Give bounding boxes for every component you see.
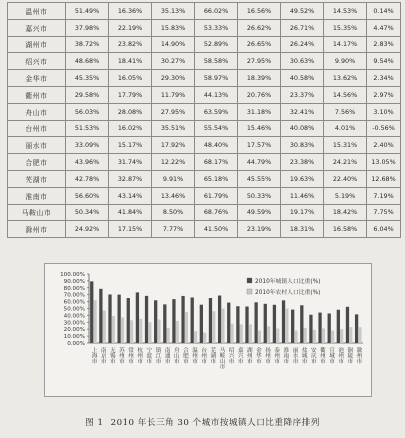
table-cell-value: 4.01% xyxy=(324,120,367,137)
table-cell-value: 31.18% xyxy=(238,103,281,120)
table-cell-value: 2.83% xyxy=(367,36,401,53)
table-cell-value: 22.40% xyxy=(324,170,367,187)
bar-urban xyxy=(108,294,111,343)
bar-rural xyxy=(194,331,197,343)
table-row xyxy=(8,70,401,87)
table-cell-value: 51.53% xyxy=(66,120,109,137)
x-tick-label: 盐城市 xyxy=(300,347,307,364)
y-tick-label: 50.00% xyxy=(63,306,85,313)
bar-rural xyxy=(230,324,233,343)
x-tick-label: 安庆市 xyxy=(309,347,316,364)
table-cell-value: 15.17% xyxy=(109,137,152,154)
legend-label: 2010年城镇人口比重(%) xyxy=(255,279,321,285)
table-cell-value: 15.46% xyxy=(238,120,281,137)
table-cell-value: 18.31% xyxy=(281,221,324,238)
table-cell-value: 23.19% xyxy=(238,221,281,238)
bar-urban xyxy=(227,303,230,343)
bar-rural xyxy=(349,327,352,343)
bar-rural xyxy=(139,319,142,343)
table-cell-value: 58.58% xyxy=(195,53,238,70)
bar-urban xyxy=(309,315,312,343)
table-row xyxy=(8,86,401,103)
table-cell-city: 嘉兴市 xyxy=(8,19,66,36)
table-cell-value: 48.68% xyxy=(66,53,109,70)
bar-rural xyxy=(331,331,334,343)
y-tick-label: 40.00% xyxy=(63,313,85,320)
table-cell-value: 16.36% xyxy=(109,3,152,20)
table-cell-value: 11.79% xyxy=(152,86,195,103)
y-tick-label: 80.00% xyxy=(63,285,85,292)
table-cell-value: 22.19% xyxy=(109,19,152,36)
table-cell-value: 17.57% xyxy=(238,137,281,154)
bar-rural xyxy=(322,329,325,343)
legend-swatch xyxy=(247,278,252,283)
table-cell-value: 17.79% xyxy=(109,86,152,103)
bar-urban xyxy=(291,310,294,343)
x-tick-label: 无锡市 xyxy=(108,347,115,364)
bar-rural xyxy=(166,328,169,343)
bar-urban xyxy=(264,304,267,343)
table-cell-value: 8.50% xyxy=(152,204,195,221)
table-cell-value: 24.92% xyxy=(66,221,109,238)
table-cell-value: 32.87% xyxy=(109,170,152,187)
bar-urban xyxy=(273,305,276,343)
legend-label: 2010年农村人口比重(%) xyxy=(255,290,321,296)
table-cell-value: 17.92% xyxy=(152,137,195,154)
table-cell-value: 11.46% xyxy=(281,187,324,204)
table-cell-value: 28.08% xyxy=(109,103,152,120)
table-cell-value: 55.54% xyxy=(195,120,238,137)
bar-rural xyxy=(303,328,306,343)
x-tick-label: 镇江市 xyxy=(154,347,161,364)
table-row xyxy=(8,3,401,20)
bar-rural xyxy=(276,329,279,343)
table-row xyxy=(8,154,401,171)
table-cell-value: 30.63% xyxy=(281,53,324,70)
x-tick-label: 上海市 xyxy=(90,347,97,364)
x-tick-label: 丽水市 xyxy=(291,347,298,364)
table-cell-value: 4.47% xyxy=(367,19,401,36)
bar-chart-figure xyxy=(44,263,372,397)
x-tick-label: 铜陵市 xyxy=(346,347,353,364)
table-cell-value: 63.59% xyxy=(195,103,238,120)
table-cell-value: 26.65% xyxy=(238,36,281,53)
table-cell-value: 51.49% xyxy=(66,3,109,20)
y-tick-label: 60.00% xyxy=(63,299,85,306)
table-cell-value: 12.68% xyxy=(367,170,401,187)
table-cell-city: 芜湖市 xyxy=(8,170,66,187)
table-row xyxy=(8,19,401,36)
table-cell-value: 15.35% xyxy=(324,19,367,36)
x-tick-label: 衢州市 xyxy=(318,347,325,364)
table-cell-value: 26.24% xyxy=(281,36,324,53)
table-cell-value: 26.71% xyxy=(281,19,324,36)
bar-urban xyxy=(145,296,148,343)
table-cell-value: 50.34% xyxy=(66,204,109,221)
bar-rural xyxy=(240,324,243,343)
table-cell-value: 43.14% xyxy=(109,187,152,204)
table-cell-value: 40.08% xyxy=(281,120,324,137)
table-cell-value: 37.98% xyxy=(66,19,109,36)
table-cell-value: 48.40% xyxy=(195,137,238,154)
table-cell-value: 66.02% xyxy=(195,3,238,20)
bar-rural xyxy=(267,326,270,343)
table-cell-value: 24.21% xyxy=(324,154,367,171)
bar-rural xyxy=(340,329,343,343)
bar-urban xyxy=(254,302,257,343)
table-cell-value: 16.56% xyxy=(238,3,281,20)
table-row xyxy=(8,120,401,137)
bar-urban xyxy=(154,300,157,343)
table-cell-value: 23.38% xyxy=(281,154,324,171)
bar-urban xyxy=(191,297,194,343)
table-cell-value: 31.74% xyxy=(109,154,152,171)
table-cell-value: 2.97% xyxy=(367,86,401,103)
bar-urban xyxy=(337,310,340,343)
table-cell-value: 56.03% xyxy=(66,103,109,120)
table-cell-value: 43.96% xyxy=(66,154,109,171)
table-cell-city: 湖州市 xyxy=(8,36,66,53)
bar-urban xyxy=(90,281,93,343)
table-cell-city: 马鞍山市 xyxy=(8,204,66,221)
table-cell-value: 68.17% xyxy=(195,154,238,171)
x-tick-label: 舟山市 xyxy=(172,347,179,364)
table-cell-value: 29.30% xyxy=(152,70,195,87)
bar-urban xyxy=(172,299,175,343)
table-cell-value: 7.75% xyxy=(367,204,401,221)
table-cell-value: 17.15% xyxy=(109,221,152,238)
table-cell-value: 6.04% xyxy=(367,221,401,238)
bar-rural xyxy=(294,331,297,343)
y-tick-label: 0.00% xyxy=(67,341,85,347)
bar-urban xyxy=(136,292,139,343)
table-cell-value: 33.09% xyxy=(66,137,109,154)
table-cell-value: 42.78% xyxy=(66,170,109,187)
x-tick-label: 南京市 xyxy=(99,347,106,364)
bar-urban xyxy=(99,289,102,343)
x-tick-label: 台州市 xyxy=(200,347,207,364)
table-cell-value: 7.77% xyxy=(152,221,195,238)
bar-rural xyxy=(157,320,160,343)
bar-rural xyxy=(203,333,206,343)
table-cell-value: 14.17% xyxy=(324,36,367,53)
table-cell-value: 2.40% xyxy=(367,137,401,154)
table-row xyxy=(8,103,401,120)
table-cell-value: 19.17% xyxy=(281,204,324,221)
x-tick-label: 嘉兴市 xyxy=(236,347,243,364)
table-cell-value: 30.83% xyxy=(281,137,324,154)
city-urbanization-table xyxy=(7,2,401,238)
table-cell-city: 舟山市 xyxy=(8,103,66,120)
bar-urban xyxy=(282,300,285,343)
legend-swatch xyxy=(247,289,252,294)
table-cell-value: 35.13% xyxy=(152,3,195,20)
bar-rural xyxy=(148,322,151,343)
bar-urban xyxy=(163,304,166,343)
bar-rural xyxy=(185,312,188,343)
bar-urban xyxy=(346,307,349,343)
table-cell-city: 金华市 xyxy=(8,70,66,87)
table-cell-value: 45.35% xyxy=(66,70,109,87)
x-tick-label: 常州市 xyxy=(127,347,134,364)
bar-urban xyxy=(127,298,130,343)
table-row xyxy=(8,204,401,221)
table-cell-value: 9.54% xyxy=(367,53,401,70)
table-cell-value: 32.41% xyxy=(281,103,324,120)
bar-rural xyxy=(212,311,215,343)
table-cell-value: 14.56% xyxy=(324,86,367,103)
table-cell-value: 18.39% xyxy=(238,70,281,87)
bar-urban xyxy=(318,313,321,343)
x-tick-label: 宣城市 xyxy=(328,347,335,364)
table-cell-value: 23.82% xyxy=(109,36,152,53)
table-cell-value: 15.83% xyxy=(152,19,195,36)
table-row xyxy=(8,187,401,204)
table-cell-value: 14.90% xyxy=(152,36,195,53)
x-tick-label: 苏州市 xyxy=(117,347,124,364)
figure-caption-text: 2010 年长三角 30 个城市按城镇人口比重降序排列 xyxy=(110,418,320,428)
table-cell-value: 16.02% xyxy=(109,120,152,137)
table-cell-value: 68.76% xyxy=(195,204,238,221)
x-tick-label: 滁州市 xyxy=(355,347,362,364)
table-cell-value: 30.27% xyxy=(152,53,195,70)
bar-rural xyxy=(249,324,252,343)
x-tick-label: 绍兴市 xyxy=(227,347,234,364)
bar-urban xyxy=(117,295,120,343)
y-tick-label: 30.00% xyxy=(63,320,85,327)
table-cell-value: 12.22% xyxy=(152,154,195,171)
table-cell-city: 滁州市 xyxy=(8,221,66,238)
table-cell-city: 淮南市 xyxy=(8,187,66,204)
table-cell-value: 52.89% xyxy=(195,36,238,53)
bar-rural xyxy=(112,316,115,343)
table-cell-value: 18.41% xyxy=(109,53,152,70)
table-row xyxy=(8,170,401,187)
figure-caption xyxy=(0,416,405,428)
table-cell-value: 41.84% xyxy=(109,204,152,221)
table-cell-value: 13.05% xyxy=(367,154,401,171)
table-cell-value: 14.53% xyxy=(324,3,367,20)
table-cell-value: 13.62% xyxy=(324,70,367,87)
bar-chart xyxy=(45,264,371,396)
table-cell-value: 38.72% xyxy=(66,36,109,53)
table-cell-value: 44.79% xyxy=(238,154,281,171)
table-cell-value: -0.56% xyxy=(367,120,401,137)
table-cell-city: 台州市 xyxy=(8,120,66,137)
x-tick-label: 池州市 xyxy=(337,347,344,364)
bar-rural xyxy=(103,311,106,343)
x-tick-label: 泰州市 xyxy=(273,347,280,364)
x-tick-label: 扬州市 xyxy=(264,347,271,364)
table-cell-value: 13.46% xyxy=(152,187,195,204)
table-row xyxy=(8,53,401,70)
y-tick-label: 70.00% xyxy=(63,292,85,299)
table-cell-value: 41.50% xyxy=(195,221,238,238)
bar-rural xyxy=(130,320,133,343)
table-cell-value: 16.58% xyxy=(324,221,367,238)
table-row xyxy=(8,137,401,154)
table-cell-city: 衢州市 xyxy=(8,86,66,103)
bar-urban xyxy=(245,306,248,343)
x-tick-label: 湖州市 xyxy=(245,347,252,364)
table-cell-value: 49.52% xyxy=(281,3,324,20)
bar-rural xyxy=(176,321,179,343)
bar-rural xyxy=(285,309,288,344)
bar-urban xyxy=(328,313,331,343)
table-cell-value: 9.90% xyxy=(324,53,367,70)
y-tick-label: 90.00% xyxy=(63,278,85,285)
bar-rural xyxy=(93,300,96,343)
bar-rural xyxy=(313,330,316,343)
table-row xyxy=(8,221,401,238)
table-cell-value: 18.42% xyxy=(324,204,367,221)
table-cell-city: 绍兴市 xyxy=(8,53,66,70)
table-cell-value: 56.60% xyxy=(66,187,109,204)
table-cell-value: 19.63% xyxy=(281,170,324,187)
x-tick-label: 淮南市 xyxy=(282,347,289,364)
table-cell-value: 26.62% xyxy=(238,19,281,36)
bar-rural xyxy=(258,331,261,343)
bar-urban xyxy=(200,305,203,343)
table-cell-value: 53.33% xyxy=(195,19,238,36)
table-cell-value: 35.51% xyxy=(152,120,195,137)
table-cell-value: 29.58% xyxy=(66,86,109,103)
table-cell-value: 40.58% xyxy=(281,70,324,87)
x-tick-label: 芜湖市 xyxy=(209,347,216,364)
bar-rural xyxy=(121,317,124,343)
table-cell-value: 5.19% xyxy=(324,187,367,204)
bar-urban xyxy=(181,296,184,343)
table-cell-city: 合肥市 xyxy=(8,154,66,171)
bar-urban xyxy=(300,305,303,343)
table-cell-value: 61.79% xyxy=(195,187,238,204)
table-cell-value: 15.31% xyxy=(324,137,367,154)
x-tick-label: 金华市 xyxy=(254,347,261,364)
table-cell-value: 58.97% xyxy=(195,70,238,87)
table-cell-city: 丽水市 xyxy=(8,137,66,154)
bar-rural xyxy=(358,327,361,343)
table-cell-value: 49.59% xyxy=(238,204,281,221)
table-cell-value: 44.13% xyxy=(195,86,238,103)
y-tick-label: 20.00% xyxy=(63,327,85,334)
figure-label: 图 1 xyxy=(85,418,104,428)
table-cell-value: 27.95% xyxy=(152,103,195,120)
bar-urban xyxy=(236,306,239,343)
table-cell-value: 20.76% xyxy=(238,86,281,103)
bar-urban xyxy=(355,314,358,343)
table-cell-value: 16.05% xyxy=(109,70,152,87)
table-cell-city: 温州市 xyxy=(8,3,66,20)
table-cell-value: 7.19% xyxy=(367,187,401,204)
table-cell-value: 27.95% xyxy=(238,53,281,70)
bar-rural xyxy=(221,309,224,344)
table-cell-value: 50.33% xyxy=(238,187,281,204)
table-cell-value: 23.37% xyxy=(281,86,324,103)
bar-urban xyxy=(218,296,221,343)
y-tick-label: 10.00% xyxy=(63,334,85,341)
table-cell-value: 3.10% xyxy=(367,103,401,120)
y-tick-label: 100.00% xyxy=(60,272,85,278)
table-cell-value: 45.55% xyxy=(238,170,281,187)
x-tick-label: 南通市 xyxy=(163,347,170,364)
x-tick-label: 合肥市 xyxy=(181,347,188,364)
table-cell-value: 9.91% xyxy=(152,170,195,187)
table-row xyxy=(8,36,401,53)
x-tick-label: 宁波市 xyxy=(145,347,152,364)
bar-urban xyxy=(209,298,212,343)
table-cell-value: 65.18% xyxy=(195,170,238,187)
x-tick-label: 杭州市 xyxy=(136,347,143,364)
x-tick-label: 温州市 xyxy=(191,347,198,364)
table-cell-value: 7.56% xyxy=(324,103,367,120)
x-tick-label: 马鞍山市 xyxy=(218,347,225,370)
table-cell-value: 0.14% xyxy=(367,3,401,20)
table-cell-value: 2.34% xyxy=(367,70,401,87)
